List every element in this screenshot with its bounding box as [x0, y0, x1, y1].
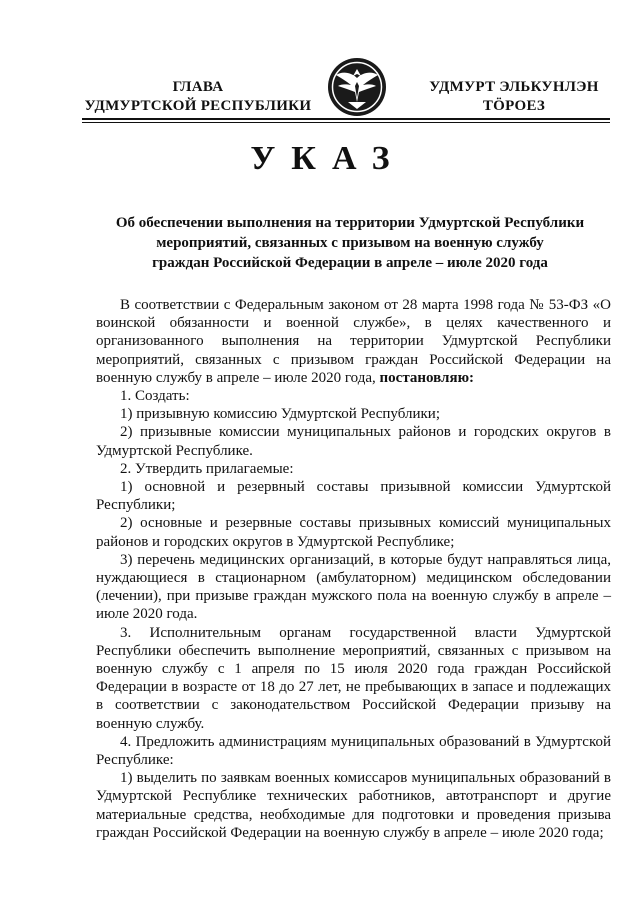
- paragraph: 2. Утвердить прилагаемые:: [120, 460, 294, 477]
- header-rule-thick: [82, 118, 610, 120]
- header-left-line-1: ГЛАВА: [172, 79, 224, 95]
- paragraph: 1) призывную комиссию Удмуртской Республики;: [120, 406, 440, 423]
- paragraph: 1. Создать:: [120, 388, 190, 405]
- paragraph: 1) выделить по заявкам военных комиссаров муниципальных образований в Удмуртской Республике технических работников, автотранспорт и другие материальные средства, необходимые для подготовки и проведения призыва граждан Российской Федерации на военную службу в апреле – июле 2020 года;: [96, 770, 611, 841]
- header-rule-thin: [82, 122, 610, 123]
- header-left-line-2: УДМУРТСКОЙ РЕСПУБЛИКИ: [84, 98, 312, 114]
- document-title: [110, 213, 590, 273]
- paragraph: 2) призывные комиссии муниципальных районов и городских округов в Удмуртской Республике.: [96, 424, 611, 459]
- paragraph: 2) основные и резервные составы призывных комиссий муниципальных районов и городских округов в Удмуртской Республике;: [96, 515, 611, 550]
- paragraph: 1) основной и резервный составы призывной комиссии Удмуртской Республики;: [96, 479, 611, 514]
- header-right-line-2: ТӦРОЕЗ: [482, 98, 546, 114]
- paragraph: [96, 296, 611, 387]
- document-type: УКАЗ: [250, 140, 406, 177]
- header-right: [416, 78, 612, 116]
- header-left: [84, 78, 312, 116]
- header-right-line-1: УДМУРТ ЭЛЬКУНЛЭН: [429, 79, 599, 95]
- title-line: граждан Российской Федерации в апреле – июле 2020 года: [152, 255, 548, 271]
- coat-of-arms-emblem: [326, 56, 388, 118]
- paragraph: 4. Предложить администрациям муниципальных образований в Удмуртской Республике:: [96, 733, 611, 769]
- paragraph-bold: постановляю:: [379, 369, 475, 386]
- title-line: Об обеспечении выполнения на территории Удмуртской Республики: [115, 215, 585, 231]
- paragraph: 3) перечень медицинских организаций, в которые будут направляться лица, нуждающиеся в стационарном (амбулаторном) медицинском обследовании (лечении), при призыве граждан мужского пола на военную службу в апреле – июле 2020 года.: [96, 551, 611, 623]
- paragraph-text: В соответствии с Федеральным законом от 28 марта 1998 года № 53-ФЗ «О воинской обязанности и военной службе», в целях качественного и организованного выполнения на территории Удмуртской Республики мероприятий, связанных с призывом граждан Российской Федерации на военную службу в апреле – июле 2020 года,: [96, 297, 611, 386]
- document-body: [96, 296, 611, 842]
- title-line: мероприятий, связанных с призывом на военную службу: [156, 235, 544, 251]
- paragraph: 3. Исполнительным органам государственной власти Удмуртской Республики обеспечить выполнение мероприятий, связанных с призывом на военную службу с 1 апреля по 15 июля 2020 года граждан Российской Федерации в возрасте от 18 до 27 лет, не пребывающих в запасе и подлежащих в соответствии с законодательством Российской Федерации призыву на военную службу.: [96, 624, 611, 732]
